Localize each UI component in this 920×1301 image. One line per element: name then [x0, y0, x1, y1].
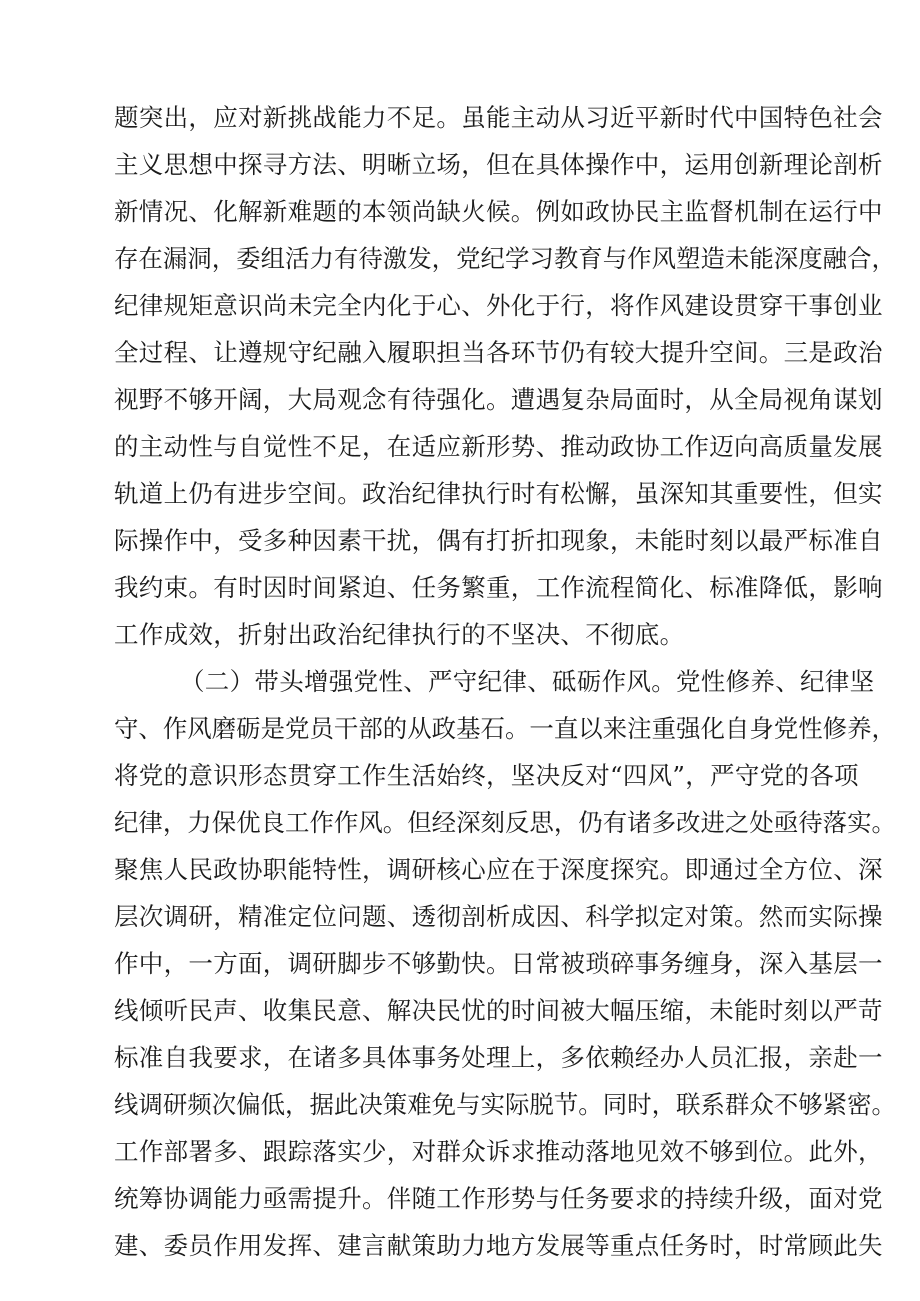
text-line: 视野不够开阔，大局观念有待强化。遭遇复杂局面时，从全局视角谋划 [114, 385, 883, 414]
text-line: 聚焦人民政协职能特性，调研核心应在于深度探究。即通过全方位、深 [114, 855, 883, 884]
text-line: 将党的意识形态贯穿工作生活始终，坚决反对“四风”，严守党的各项 [114, 761, 859, 790]
text-line: 我约束。有时因时间紧迫、任务繁重，工作流程简化、标准降低，影响 [114, 573, 883, 602]
text-line: 存在漏洞，委组活力有待激发，党纪学习教育与作风塑造未能深度融合， [114, 244, 896, 273]
text-line: 守、作风磨砺是党员干部的从政基石。一直以来注重强化自身党性修养， [114, 714, 896, 743]
text-line: 主义思想中探寻方法、明晰立场，但在具体操作中，运用创新理论剖析 [114, 150, 883, 179]
text-line: 统筹协调能力亟需提升。伴随工作形势与任务要求的持续升级，面对党 [114, 1184, 883, 1213]
text-line: 新情况、化解新难题的本领尚缺火候。例如政协民主监督机制在运行中 [114, 197, 883, 226]
section-heading-line: （二）带头增强党性、严守纪律、砥砺作风。党性修养、纪律坚 [180, 667, 875, 696]
text-line: 标准自我要求，在诸多具体事务处理上，多依赖经办人员汇报，亲赴一 [114, 1043, 883, 1072]
text-line: 纪律规矩意识尚未完全内化于心、外化于行，将作风建设贯穿干事创业 [114, 291, 883, 320]
text-line: 的主动性与自觉性不足，在适应新形势、推动政协工作迈向高质量发展 [114, 432, 883, 461]
text-line: 线调研频次偏低，据此决策难免与实际脱节。同时，联系群众不够紧密。 [114, 1090, 896, 1119]
text-line: 工作部署多、跟踪落实少，对群众诉求推动落地见效不够到位。此外， [114, 1137, 883, 1166]
text-line: 层次调研，精准定位问题、透彻剖析成因、科学拟定对策。然而实际操 [114, 902, 883, 931]
text-line: 轨道上仍有进步空间。政治纪律执行时有松懈，虽深知其重要性，但实 [114, 479, 883, 508]
text-line: 工作成效，折射出政治纪律执行的不坚决、不彻底。 [114, 620, 685, 649]
text-line: 作中，一方面，调研脚步不够勤快。日常被琐碎事务缠身，深入基层一 [114, 949, 883, 978]
text-line: 全过程、让遵规守纪融入履职担当各环节仍有较大提升空间。三是政治 [114, 338, 883, 367]
text-line: 纪律，力保优良工作作风。但经深刻反思，仍有诸多改进之处亟待落实。 [114, 808, 896, 837]
text-line: 际操作中，受多种因素干扰，偶有打折扣现象，未能时刻以最严标准自 [114, 526, 883, 555]
text-line: 题突出，应对新挑战能力不足。虽能主动从习近平新时代中国特色社会 [114, 103, 883, 132]
text-line: 线倾听民声、收集民意、解决民忧的时间被大幅压缩，未能时刻以严苛 [114, 996, 883, 1025]
text-line: 建、委员作用发挥、建言献策助力地方发展等重点任务时，时常顾此失 [114, 1231, 883, 1260]
